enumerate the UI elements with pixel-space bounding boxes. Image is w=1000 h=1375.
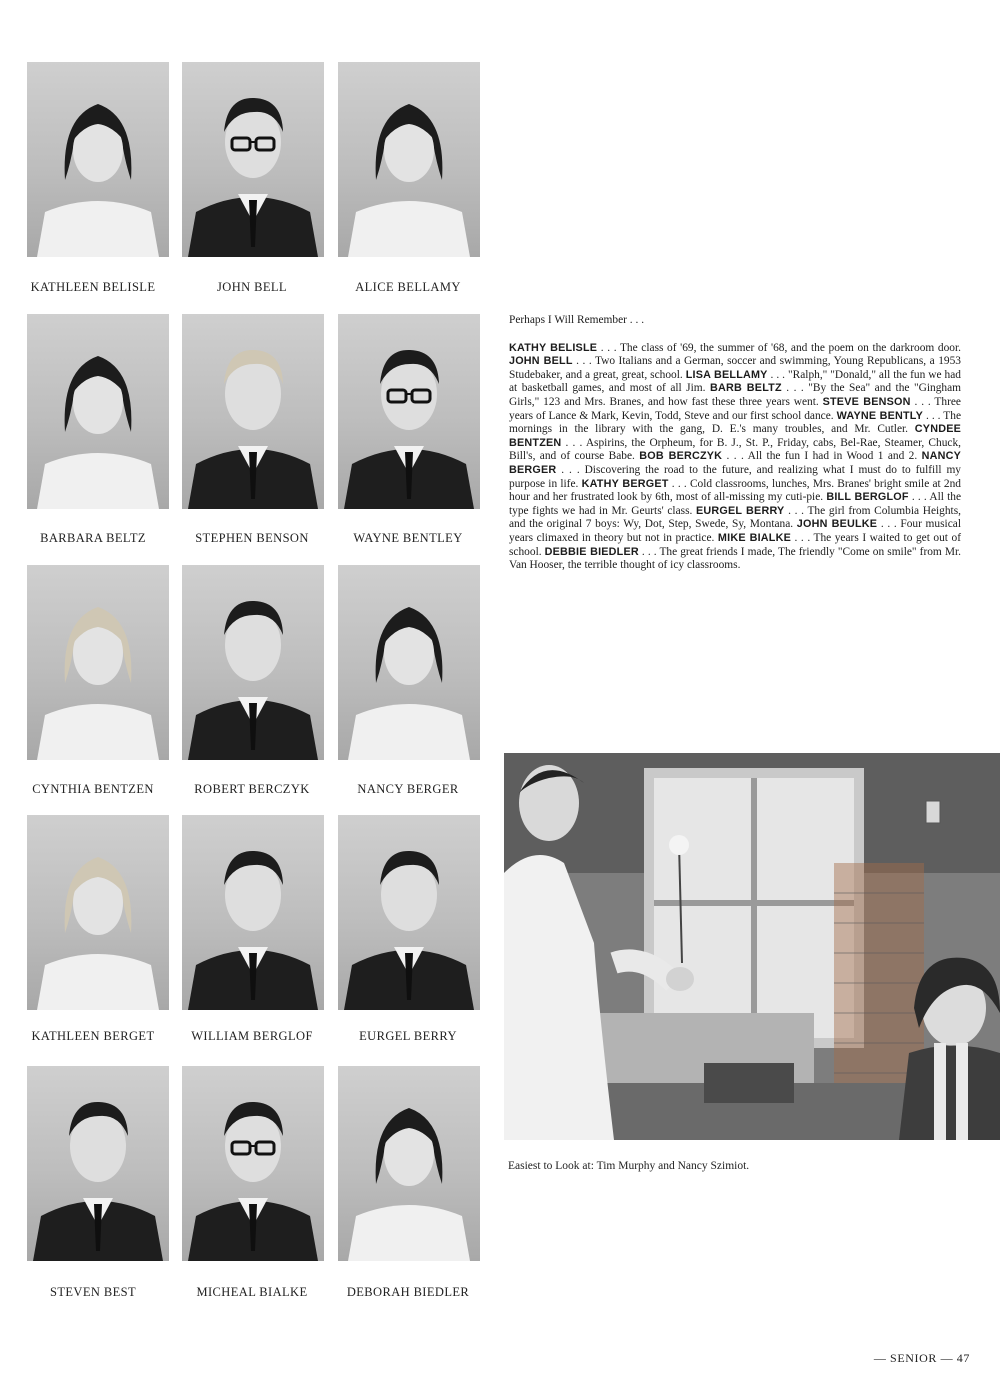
portrait-image <box>27 314 169 509</box>
remember-entry-name: DEBBIE BIEDLER <box>544 545 639 558</box>
portrait-photo <box>27 1066 169 1261</box>
portrait-name: JOHN BELL <box>217 280 287 294</box>
portrait-name: CYNTHIA BENTZEN <box>32 782 154 796</box>
remember-entry-text: . . . All the fun I had in Wood 1 and 2. <box>722 450 922 463</box>
portrait-photo <box>338 1066 480 1261</box>
portrait-image <box>27 565 169 760</box>
remember-entry-name: STEVE BENSON <box>822 395 911 408</box>
portrait-name: BARBARA BELTZ <box>40 531 146 545</box>
remember-entry-text: . . . The great friends I made, The friendly "Come on smile" from Mr. Van Hooser, the terrible thought of icy classrooms. <box>509 545 961 572</box>
candid-photo <box>504 753 1000 1140</box>
remember-entry-name: MIKE BIALKE <box>717 531 791 544</box>
portrait-photo <box>182 62 324 257</box>
remember-entry-name: CYNDEE BENTZEN <box>509 423 961 449</box>
remember-entry-name: JOHN BEULKE <box>796 518 878 531</box>
remember-entry-text: . . . Four musical years climaxed in theory but not in practice. <box>509 518 961 544</box>
portrait-photo <box>338 815 480 1010</box>
portrait-photo <box>27 565 169 760</box>
page-number: — SENIOR — 47 <box>873 1351 970 1365</box>
portrait-name: ROBERT BERCZYK <box>194 782 310 796</box>
portrait-name: DEBORAH BIEDLER <box>346 1285 470 1299</box>
remember-entry-text: . . . The years I waited to get out of school. <box>509 531 961 558</box>
portrait-photo <box>27 314 169 509</box>
remember-entry-name: BARB BELTZ <box>709 382 782 395</box>
portrait-image <box>182 314 324 509</box>
remember-entry-text: . . . The girl from Columbia Heights, and the original 7 boys: Wy, Dot, Step, Swede, Sy, Montana. <box>509 504 962 531</box>
portrait-name: STEVEN BEST <box>50 1285 136 1299</box>
portrait-name: WILLIAM BERGLOF <box>191 1029 313 1043</box>
portrait-photo <box>182 1066 324 1261</box>
remember-entry-name: EURGEL BERRY <box>696 504 785 517</box>
portrait-photo <box>338 565 480 760</box>
portrait-image <box>27 815 169 1010</box>
portrait-image <box>182 565 324 760</box>
portrait-image <box>182 815 324 1010</box>
portrait-photo <box>338 62 480 257</box>
portrait-photo <box>27 62 169 257</box>
remember-entry-name: JOHN BELL <box>509 355 573 368</box>
portrait-name: EURGEL BERRY <box>359 1029 457 1043</box>
remember-entry-text: . . . Aspirins, the Orpheum, for B. J., St. P., Friday, cabs, Bel-Rae, Steamer, Chuck, Bill's, and of course Babe. <box>509 436 961 463</box>
remember-entry-text: . . . "By the Sea" and the "Gingham Girls," 123 and Mrs. Branes, and how fast these three years went. <box>509 382 961 408</box>
remember-block <box>509 314 961 573</box>
portrait-image <box>27 62 169 257</box>
remember-entry-text: . . . Discovering the road to the future, and realizing what I must do to fulfill my purpose in life. <box>509 463 961 490</box>
portrait-photo <box>27 815 169 1010</box>
portrait-name: KATHLEEN BERGET <box>31 1029 155 1043</box>
remember-entry-name: BOB BERCZYK <box>639 450 723 463</box>
portrait-name: ALICE BELLAMY <box>355 280 461 294</box>
portrait-image <box>182 62 324 257</box>
portrait-image <box>338 565 480 760</box>
portrait-image <box>182 1066 324 1261</box>
portrait-photo <box>182 314 324 509</box>
remember-entry-text: . . . "Ralph," "Donald," all the fun we had at basketball games, and most of all Jim. <box>509 368 961 395</box>
remember-entry-name: KATHY BELISLE <box>509 341 598 354</box>
portrait-name: WAYNE BENTLEY <box>353 531 463 545</box>
remember-entry-name: KATHY BERGET <box>581 477 669 490</box>
portrait-name: NANCY BERGER <box>357 782 459 796</box>
portrait-photo <box>182 815 324 1010</box>
candid-photo-image <box>504 753 1000 1140</box>
portrait-name: MICHEAL BIALKE <box>196 1285 308 1299</box>
remember-entry-name: WAYNE BENTLY <box>836 409 923 422</box>
remember-entry-text: . . . Cold classrooms, lunches, Mrs. Branes' bright smile at 2nd hour and her frustrated look by 6th, most of all-missing my cuti-pie. <box>509 477 961 504</box>
remember-entry-text: . . . The mornings in the library with the gang, D. E.'s many troubles, and Mr. Cutler. <box>509 409 962 436</box>
portrait-image <box>338 62 480 257</box>
remember-entry-name: NANCY BERGER <box>509 450 961 476</box>
portrait-name: KATHLEEN BELISLE <box>30 280 156 294</box>
remember-entry-text: . . . All the type fights we had in Mr. Geurts' class. <box>509 491 962 517</box>
portrait-image <box>338 815 480 1010</box>
remember-entry-name: BILL BERGLOF <box>826 491 909 504</box>
candid-caption: Easiest to Look at: Tim Murphy and Nancy Szimiot. <box>508 1160 750 1172</box>
portrait-image <box>27 1066 169 1261</box>
remember-entry-text: . . . Two Italians and a German, soccer and swimming, Young Republicans, a 1953 Studebaker, and a great, great, school. <box>509 355 961 381</box>
remember-entry-text: . . . The class of '69, the summer of '68, and the poem on the darkroom door. <box>597 341 961 354</box>
portrait-image <box>338 1066 480 1261</box>
remember-text <box>509 342 961 573</box>
portrait-image <box>338 314 480 509</box>
portrait-photo <box>338 314 480 509</box>
remember-heading: Perhaps I Will Remember . . . <box>509 314 645 326</box>
portrait-name: STEPHEN BENSON <box>195 531 309 545</box>
remember-entry-text: . . . Three years of Lance & Mark, Kevin, Todd, Steve and our first school dance. <box>509 395 961 422</box>
portrait-photo <box>182 565 324 760</box>
remember-entry-name: LISA BELLAMY <box>685 368 768 381</box>
